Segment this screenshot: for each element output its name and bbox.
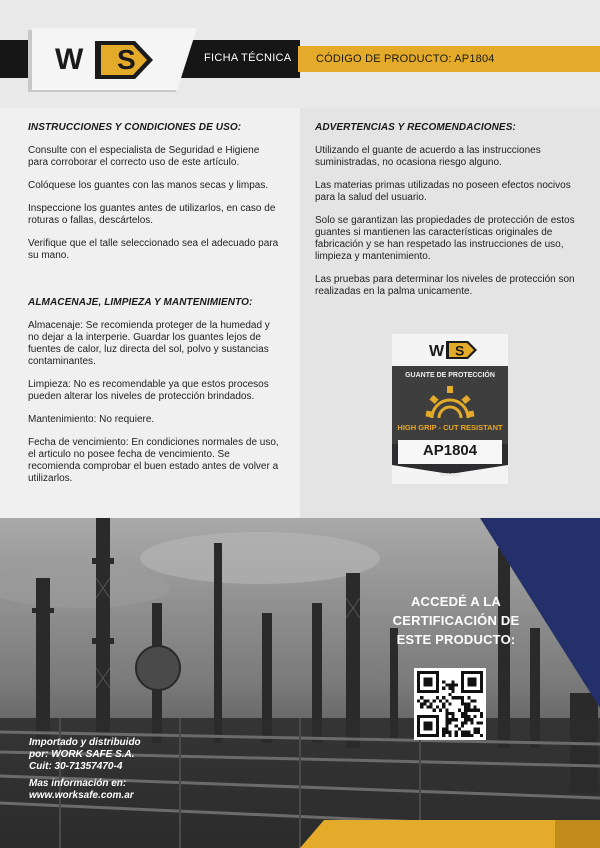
importer-info [29, 737, 141, 773]
badge-subtitle: HIGH GRIP - CUT RESISTANT [397, 423, 503, 432]
worksafe-logo [55, 40, 155, 80]
doc-type-label: FICHA TÉCNICA [204, 52, 292, 64]
storage-paragraph: Limpieza: No es recomendable ya que estos procesos pueden alterar los niveles de protección brindados. [28, 379, 269, 402]
product-code: CÓDIGO DE PRODUCTO: AP1804 [316, 53, 495, 65]
warning-paragraph: Utilizando el guante de acuerdo a las instrucciones suministradas, no ocasiona riesgo alguno. [315, 145, 541, 168]
warning-paragraph: Las materias primas utilizadas no poseen efectos nocivos para la salud del usuario. [315, 180, 571, 203]
badge-product-code: AP1804 [422, 442, 478, 459]
badge-logo [428, 340, 478, 360]
website-link[interactable]: www.worksafe.com.ar [29, 790, 134, 801]
importer-line: Importado y distribuido [29, 737, 141, 748]
warning-paragraph: Solo se garantizan las propiedades de protección de estos guantes si mantienen las características originales de fabricación y se han respetado las instrucciones de uso, limpieza y mantenimiento. [315, 215, 575, 262]
more-info-label: Mas información en: [29, 778, 127, 789]
warnings-title: ADVERTENCIAS Y RECOMENDACIONES: [315, 122, 516, 133]
instruction-paragraph: Inspeccione los guantes antes de utilizarlos, en caso de roturas o fallas, descártelos. [28, 203, 276, 226]
svg-text:S: S [455, 342, 465, 359]
importer-line: por: WORK SAFE S.A. [29, 749, 135, 760]
badge-title: GUANTE DE PROTECCIÓN [405, 372, 495, 379]
badge-model-label: MODELO [440, 472, 460, 477]
gear-shield-icon [425, 384, 475, 420]
storage-title: ALMACENAJE, LIMPIEZA Y MANTENIMIENTO: [28, 297, 253, 308]
product-badge [392, 334, 508, 484]
logo-s-arrow-icon [95, 41, 153, 79]
cert-line: CERTIFICACIÓN DE [392, 613, 520, 628]
cert-line: ACCEDÉ A LA [410, 594, 502, 609]
logo-letter-s: S [117, 44, 136, 75]
more-info [29, 778, 134, 802]
section-spacer [28, 273, 280, 297]
left-column [0, 108, 300, 518]
storage-paragraph: Fecha de vencimiento: En condiciones normales de uso, el articulo no posee fecha de vencimiento. Se recomienda comprobar el buen estado antes de volver a utilizarlos. [28, 437, 279, 484]
logo-letter-w: W [55, 43, 84, 76]
footer-gold-accent [555, 820, 600, 848]
instruction-paragraph: Verifique que el talle seleccionado sea el adecuado para su mano. [28, 238, 279, 261]
warning-paragraph: Las pruebas para determinar los niveles de protección son realizadas en la palma unicamente. [315, 274, 575, 297]
instruction-paragraph: Consulte con el especialista de Seguridad e Higiene para corroborar el correcto uso de este artículo. [28, 145, 260, 168]
instructions-title: INSTRUCCIONES Y CONDICIONES DE USO: [28, 122, 242, 133]
certification-callout [388, 592, 524, 649]
qr-code[interactable] [414, 668, 486, 740]
header [0, 0, 600, 108]
importer-line: Cuit: 30-71357470-4 [29, 761, 123, 772]
storage-paragraph: Almacenaje: Se recomienda proteger de la humedad y no dejar a la interperie. Guardar los guantes lejos de fuentes de calor, luz directa del sol, polvo y sustancias contaminantes. [28, 320, 270, 367]
storage-paragraph: Mantenimiento: No requiere. [28, 414, 155, 425]
instruction-paragraph: Colóquese los guantes con las manos secas y limpas. [28, 180, 269, 191]
cert-line: ESTE PRODUCTO: [396, 632, 516, 647]
svg-text:W: W [429, 343, 445, 360]
